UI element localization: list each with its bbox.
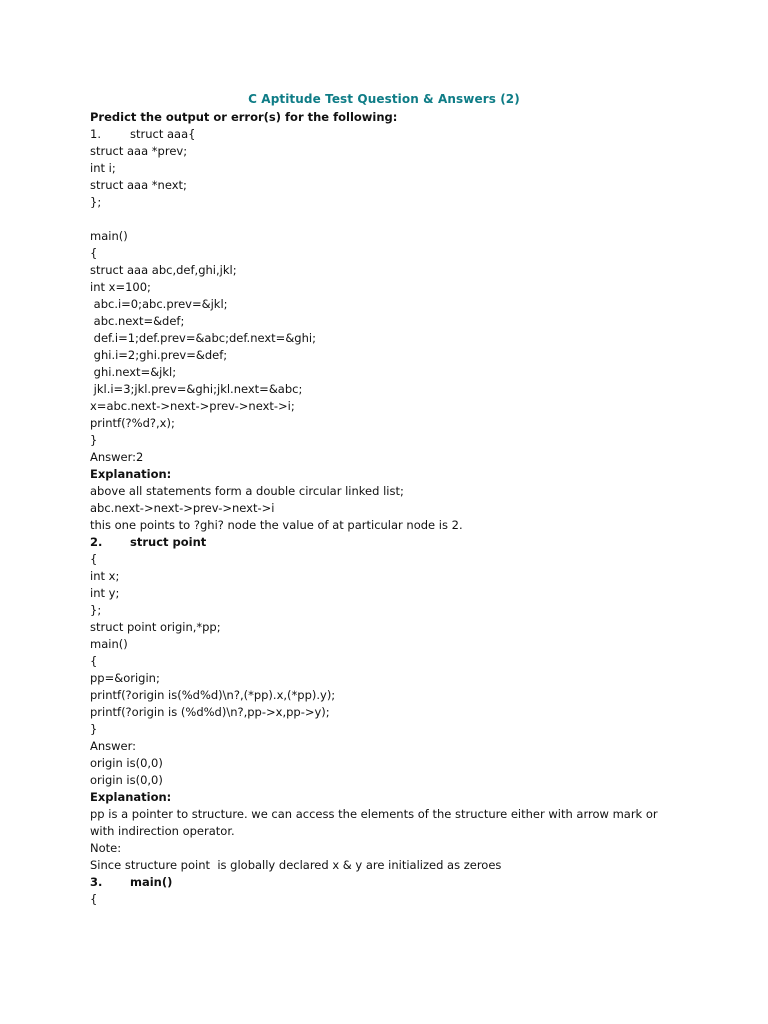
text-line: }	[90, 433, 98, 447]
text-line: jkl.i=3;jkl.prev=&ghi;jkl.next=&abc;	[90, 382, 303, 396]
text-line: };	[90, 195, 102, 209]
text-line: pp is a pointer to structure. we can access the elements of the structure either with arrow mark or	[90, 807, 658, 821]
text-line: printf(?origin is (%d%d)\n?,pp->x,pp->y);	[90, 705, 330, 719]
text-line: struct aaa *next;	[90, 178, 187, 192]
question-heading	[90, 126, 730, 143]
question-number: 1.	[90, 127, 101, 141]
text-line: int x=100;	[90, 280, 151, 294]
question-heading	[90, 874, 730, 891]
text-line: ghi.next=&jkl;	[90, 365, 177, 379]
question-text: main()	[130, 875, 173, 889]
text-line: Explanation:	[90, 790, 172, 804]
text-line: struct aaa abc,def,ghi,jkl;	[90, 263, 237, 277]
text-line: };	[90, 603, 102, 617]
text-line: x=abc.next->next->prev->next->i;	[90, 399, 295, 413]
text-line: abc.next->next->prev->next->i	[90, 501, 275, 515]
blank-line	[90, 211, 730, 228]
text-line: this one points to ?ghi? node the value of at particular node is 2.	[90, 518, 463, 532]
text-line: Answer:	[90, 739, 137, 753]
text-line: Explanation:	[90, 467, 172, 481]
text-line: }	[90, 722, 98, 736]
text-line: with indirection operator.	[90, 824, 235, 838]
document-body	[90, 109, 730, 908]
text-line: {	[90, 892, 98, 906]
text-line: abc.next=&def;	[90, 314, 185, 328]
text-line: abc.i=0;abc.prev=&jkl;	[90, 297, 228, 311]
text-line: ghi.i=2;ghi.prev=&def;	[90, 348, 228, 362]
text-line: above all statements form a double circular linked list;	[90, 484, 404, 498]
text-line: Predict the output or error(s) for the following:	[90, 110, 398, 124]
question-text: struct point	[130, 535, 207, 549]
text-line: Since structure point is globally declared x & y are initialized as zeroes	[90, 858, 502, 872]
text-line: printf(?%d?,x);	[90, 416, 175, 430]
text-line: int y;	[90, 586, 120, 600]
document-title: C Aptitude Test Question & Answers (2)	[248, 92, 520, 106]
text-line: Answer:2	[90, 450, 144, 464]
text-line: pp=&origin;	[90, 671, 160, 685]
text-line: origin is(0,0)	[90, 773, 163, 787]
question-heading	[90, 534, 730, 551]
text-line: {	[90, 246, 98, 260]
text-line: int i;	[90, 161, 116, 175]
text-line: {	[90, 654, 98, 668]
text-line: struct aaa *prev;	[90, 144, 188, 158]
text-line: struct point origin,*pp;	[90, 620, 221, 634]
text-line: origin is(0,0)	[90, 756, 163, 770]
text-line: Note:	[90, 841, 122, 855]
question-number: 2.	[90, 535, 103, 549]
text-line: main()	[90, 637, 128, 651]
text-line: main()	[90, 229, 128, 243]
text-line: printf(?origin is(%d%d)\n?,(*pp).x,(*pp).y);	[90, 688, 336, 702]
text-line: {	[90, 552, 98, 566]
text-line: int x;	[90, 569, 120, 583]
question-number: 3.	[90, 875, 103, 889]
text-line: def.i=1;def.prev=&abc;def.next=&ghi;	[90, 331, 316, 345]
question-text: struct aaa{	[130, 127, 196, 141]
